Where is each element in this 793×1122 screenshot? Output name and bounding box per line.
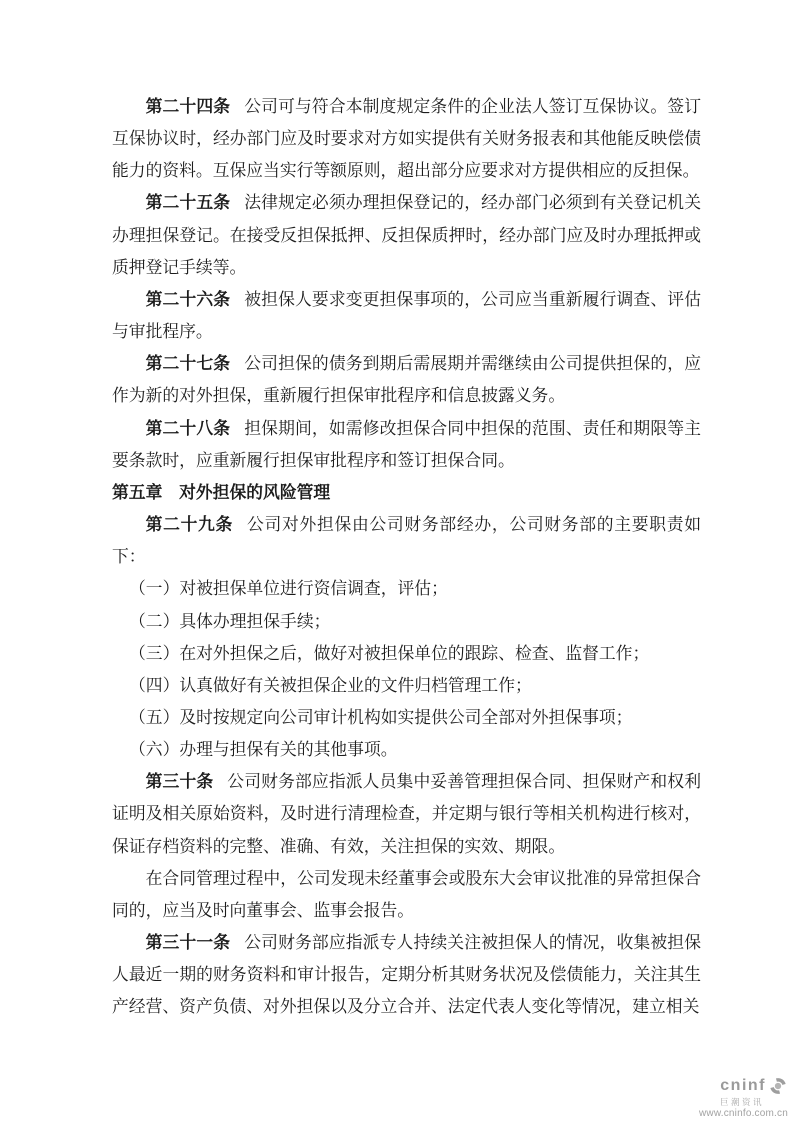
article-number: 第三十条 bbox=[145, 772, 214, 792]
article-paragraph bbox=[112, 91, 701, 187]
article-paragraph bbox=[112, 348, 701, 412]
paragraph-text: 被担保人要求变更担保事项的，公司应当重新履行调查、评估与审批程序。 bbox=[112, 289, 701, 342]
paragraph-text: 公司担保的债务到期后需展期并需继续由公司提供担保的，应作为新的对外担保，重新履行担保审批程序和信息披露义务。 bbox=[112, 354, 701, 406]
paragraph-text: （二）具体办理担保手续； bbox=[129, 611, 331, 631]
article-paragraph bbox=[112, 187, 701, 283]
article-paragraph bbox=[112, 766, 701, 862]
article-number: 第二十八条 bbox=[145, 418, 231, 438]
paragraph-text: 公司财务部应指派专人持续关注被担保人的情况，收集被担保人最近一期的财务资料和审计报告，定期分析其财务状况及偿债能力，关注其生产经营、资产负债、对外担保以及分立合并、法定代表人变化等情况，建立相关 bbox=[112, 933, 701, 1017]
article-number: 第三十一条 bbox=[145, 933, 231, 953]
paragraph-text: 公司可与符合本制度规定条件的企业法人签订互保协议。签订互保协议时，经办部门应及时要求对方如实提供有关财务报表和其他能反映偿债能力的资料。互保应当实行等额原则，超出部分应要求对方提供相应的反担保。 bbox=[112, 97, 701, 181]
article-paragraph bbox=[112, 284, 701, 348]
article-paragraph bbox=[112, 413, 701, 477]
cninfo-logo-url: www.cninfo.com.cn bbox=[699, 1107, 788, 1119]
article-paragraph bbox=[112, 509, 701, 573]
list-item bbox=[112, 734, 701, 766]
article-number: 第二十五条 bbox=[145, 193, 231, 213]
cninfo-logo-text: cninf bbox=[720, 1077, 766, 1094]
paragraph-text: 公司财务部应指派人员集中妥善管理担保合同、担保财产和权利证明及相关原始资料，及时进行清理检查，并定期与银行等相关机构进行核对，保证存档资料的完整、准确、有效，关注担保的实效、期限。 bbox=[112, 772, 701, 856]
article-paragraph bbox=[112, 927, 701, 1023]
list-item bbox=[112, 573, 701, 605]
list-item bbox=[112, 638, 701, 670]
paragraph-text: （三）在对外担保之后，做好对被担保单位的跟踪、检查、监督工作； bbox=[129, 643, 650, 663]
paragraph-text: 公司对外担保由公司财务部经办，公司财务部的主要职责如下： bbox=[112, 515, 701, 567]
paragraph-text: （一）对被担保单位进行资信调查，评估； bbox=[129, 579, 448, 599]
cninfo-swirl-icon bbox=[766, 1074, 790, 1098]
paragraph-text: 在合同管理过程中，公司发现未经董事会或股东大会审议批准的异常担保合同的，应当及时向董事会、监事会报告。 bbox=[112, 868, 701, 920]
article-number: 第二十九条 bbox=[145, 515, 234, 535]
paragraph-text: （五）及时按规定向公司审计机构如实提供公司全部对外担保事项； bbox=[129, 707, 633, 727]
body-paragraph bbox=[112, 863, 701, 927]
article-number: 第二十六条 bbox=[145, 289, 231, 309]
document-body bbox=[112, 91, 701, 1024]
cninfo-logo-chinese: 巨潮资讯 bbox=[719, 1097, 764, 1107]
cninfo-logo-row bbox=[678, 1076, 788, 1096]
paragraph-text: （四）认真做好有关被担保企业的文件归档管理工作； bbox=[129, 675, 532, 695]
chapter-heading: 第五章 对外担保的风险管理 bbox=[112, 482, 331, 502]
paragraph-text: （六）办理与担保有关的其他事项。 bbox=[129, 740, 398, 760]
list-item bbox=[112, 670, 701, 702]
article-number: 第二十七条 bbox=[145, 354, 231, 374]
paragraph-text: 法律规定必须办理担保登记的，经办部门必须到有关登记机关办理担保登记。在接受反担保抵押、反担保质押时，经办部门应及时办理抵押或质押登记手续等。 bbox=[112, 193, 701, 277]
list-item bbox=[112, 702, 701, 734]
list-item bbox=[112, 606, 701, 638]
cninfo-logo bbox=[678, 1076, 788, 1119]
article-number: 第二十四条 bbox=[145, 97, 231, 116]
paragraph-text: 担保期间，如需修改担保合同中担保的范围、责任和期限等主要条款时，应重新履行担保审批程序和签订担保合同。 bbox=[112, 418, 701, 470]
